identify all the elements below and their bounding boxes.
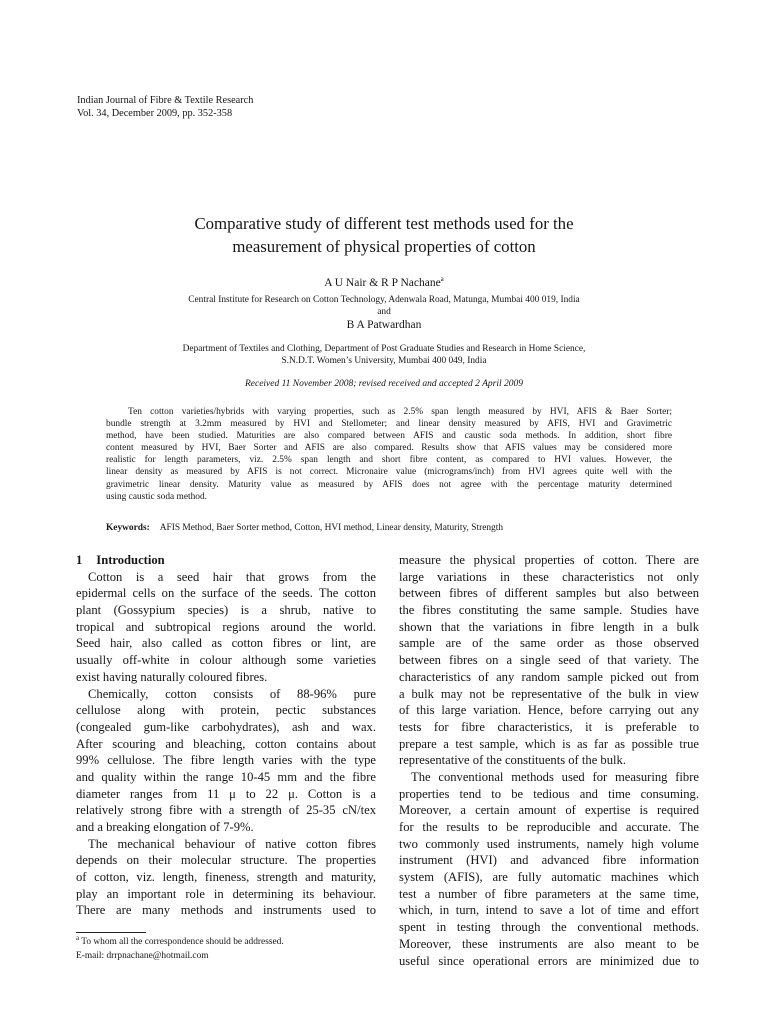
body-line: tests for fibre characteristics, it is preferable to bbox=[399, 719, 699, 734]
body-line: diameter ranges from 11 μ to 22 μ. Cotton is a bbox=[76, 786, 376, 801]
body-line: prepare a test sample, which is as far as possible true bbox=[399, 736, 699, 751]
keywords-text: AFIS Method, Baer Sorter method, Cotton, HVI method, Linear density, Maturity, Strength bbox=[159, 523, 504, 533]
footnote bbox=[76, 933, 284, 963]
body-line: of cotton, viz. length, fineness, strength and maturity, bbox=[76, 870, 376, 885]
body-line: system (AFIS), are fully automatic machines which bbox=[399, 870, 699, 885]
paper-title bbox=[60, 212, 708, 258]
body-line: The mechanical behaviour of native cotton fibres bbox=[88, 836, 376, 851]
body-line: Seed hair, also called as cotton fibres or lint, are bbox=[76, 636, 376, 651]
affiliation-and: and bbox=[377, 307, 391, 317]
body-line: cellulose along with protein, pectic substances bbox=[76, 703, 376, 718]
abstract-line: bundle strength at 3.2mm measured by HVI and Stellometer; and linear density measured by AFIS, HVI and Gravimetric bbox=[106, 419, 672, 430]
affiliation-2-line-2: S.N.D.T. Women’s University, Mumbai 400 049, India bbox=[281, 356, 487, 366]
body-line: exist having naturally coloured fibres. bbox=[76, 669, 268, 684]
section-number: 1 bbox=[76, 553, 83, 567]
body-line: test a number of fibre parameters at the same time, bbox=[399, 886, 699, 901]
body-line: properties tend to be tedious and time consuming. bbox=[399, 786, 699, 801]
body-line: depends on their molecular structure. The properties bbox=[76, 853, 376, 868]
abstract-line: content measured by HVI, Baer Sorter and AFIS are also compared. Results show that AFIS values may be considered more bbox=[106, 443, 672, 454]
body-line: between fibres of different samples but also between bbox=[399, 586, 699, 601]
received-dates: Received 11 November 2008; revised received and accepted 2 April 2009 bbox=[244, 379, 524, 389]
body-line: Cotton is a seed hair that grows from the bbox=[88, 569, 376, 584]
footnote-line-1 bbox=[76, 933, 284, 950]
body-line: Moreover, these instruments are also meant to be bbox=[399, 936, 699, 951]
section-title: Introduction bbox=[96, 553, 165, 567]
body-line: instrument (HVI) and advanced fibre information bbox=[399, 853, 699, 868]
body-line: epidermal cells on the surface of the seeds. The cotton bbox=[76, 586, 376, 601]
journal-header bbox=[77, 94, 253, 120]
abstract-line: Ten cotton varieties/hybrids with varying properties, such as 2.5% span length measured by HVI, AFIS & Baer Sorter; bbox=[128, 407, 672, 417]
abstract-line: realistic for length parameters, viz. 2.5% span length and short fibre content, as compared to HVI values. However, the bbox=[106, 455, 672, 466]
body-line: Chemically, cotton consists of 88-96% pure bbox=[88, 686, 376, 701]
section-heading bbox=[76, 552, 376, 569]
body-line: large variations in these characteristics not only bbox=[399, 569, 699, 584]
journal-name: Indian Journal of Fibre & Textile Research bbox=[77, 95, 254, 106]
body-line: two commonly used instruments, namely high volume bbox=[399, 836, 699, 851]
abstract-line: linear density as measured by AFIS is not correct. Micronaire value (micrograms/inch) from HVI agrees quite well with the bbox=[106, 467, 672, 478]
abstract-line: method, have been studied. Maturities are also compared between AFIS and caustic soda methods. In addition, short fibre bbox=[106, 431, 672, 442]
body-line: a bulk may not be representative of the bulk in view bbox=[399, 686, 699, 701]
body-line: sample are of the same order as those observed bbox=[399, 636, 699, 651]
body-line: play an important role in determining its behaviour. bbox=[76, 886, 376, 901]
right-column bbox=[399, 552, 699, 969]
body-line: and a breaking elongation of 7-9%. bbox=[76, 820, 254, 834]
footnote-marker: a bbox=[76, 933, 80, 942]
author-names-text: A U Nair & R P Nachane bbox=[324, 277, 441, 289]
body-line: characteristics of any random sample picked out from bbox=[399, 669, 699, 684]
abstract bbox=[106, 406, 672, 503]
body-line: relatively strong fibre with a strength of 25-35 cN/tex bbox=[76, 803, 376, 818]
author-names bbox=[60, 277, 708, 289]
body-line: After scouring and bleaching, cotton contains about bbox=[76, 736, 376, 751]
body-line: representative of the constituents of the bulk. bbox=[399, 753, 626, 768]
body-line: for the results to be reproducible and accurate. The bbox=[399, 820, 699, 834]
footnote-text: To whom all the correspondence should be addressed. bbox=[81, 937, 284, 947]
title-line-1: Comparative study of different test methods used for the bbox=[194, 214, 574, 233]
body-line: between fibres on a single seed of that variety. The bbox=[399, 653, 699, 668]
keywords bbox=[106, 523, 503, 533]
body-line: plant (Gossypium species) is a shrub, native to bbox=[76, 603, 376, 618]
author-2: B A Patwardhan bbox=[346, 319, 422, 331]
body-line: Moreover, a certain amount of expertise is required bbox=[399, 803, 699, 818]
affiliation-1: Central Institute for Research on Cotton Technology, Adenwala Road, Matunga, Mumbai 400 019, India bbox=[188, 295, 580, 305]
body-line: 99% cellulose. The fibre length varies with the type bbox=[76, 753, 376, 768]
body-line: spent in testing through the conventional methods. bbox=[399, 920, 699, 935]
body-line: shown that the variations in fibre length in a bulk bbox=[399, 619, 699, 634]
author-marker: a bbox=[440, 275, 444, 284]
body-line: useful since operational errors are minimized due to bbox=[399, 953, 699, 968]
body-line: of this large variation. Hence, before carrying out any bbox=[399, 703, 699, 718]
body-line: measure the physical properties of cotton. There are bbox=[399, 553, 699, 567]
body-line: tropical and subtropical regions around the world. bbox=[76, 619, 376, 634]
body-line: the fibres constituting the same sample. Studies have bbox=[399, 603, 699, 618]
body-line: (congealed gum-like carbohydrates), ash and wax. bbox=[76, 719, 376, 734]
footnote-email: E-mail: drrpnachane@hotmail.com bbox=[76, 950, 209, 961]
abstract-line: using caustic soda method. bbox=[106, 491, 208, 502]
body-line: There are many methods and instruments used to bbox=[76, 903, 376, 918]
body-line: The conventional methods used for measuring fibre bbox=[411, 769, 699, 784]
body-line: usually off-white in colour although some varieties bbox=[76, 653, 376, 668]
journal-volume: Vol. 34, December 2009, pp. 352-358 bbox=[77, 108, 233, 119]
title-line-2: measurement of physical properties of cotton bbox=[232, 237, 536, 256]
keywords-label: Keywords: bbox=[106, 523, 150, 533]
abstract-line: gravimetric linear density. Maturity value as measured by AFIS does not agree with the percentage maturity determined bbox=[106, 479, 672, 490]
left-column bbox=[76, 552, 376, 919]
body-line: which, in turn, intend to save a lot of time and effort bbox=[399, 903, 699, 918]
footnote-rule bbox=[76, 932, 146, 933]
affiliation-2-line-1: Department of Textiles and Clothing, Department of Post Graduate Studies and Research in Home Science, bbox=[182, 344, 586, 354]
body-line: and quality within the range 10-45 mm and the fibre bbox=[76, 769, 376, 784]
